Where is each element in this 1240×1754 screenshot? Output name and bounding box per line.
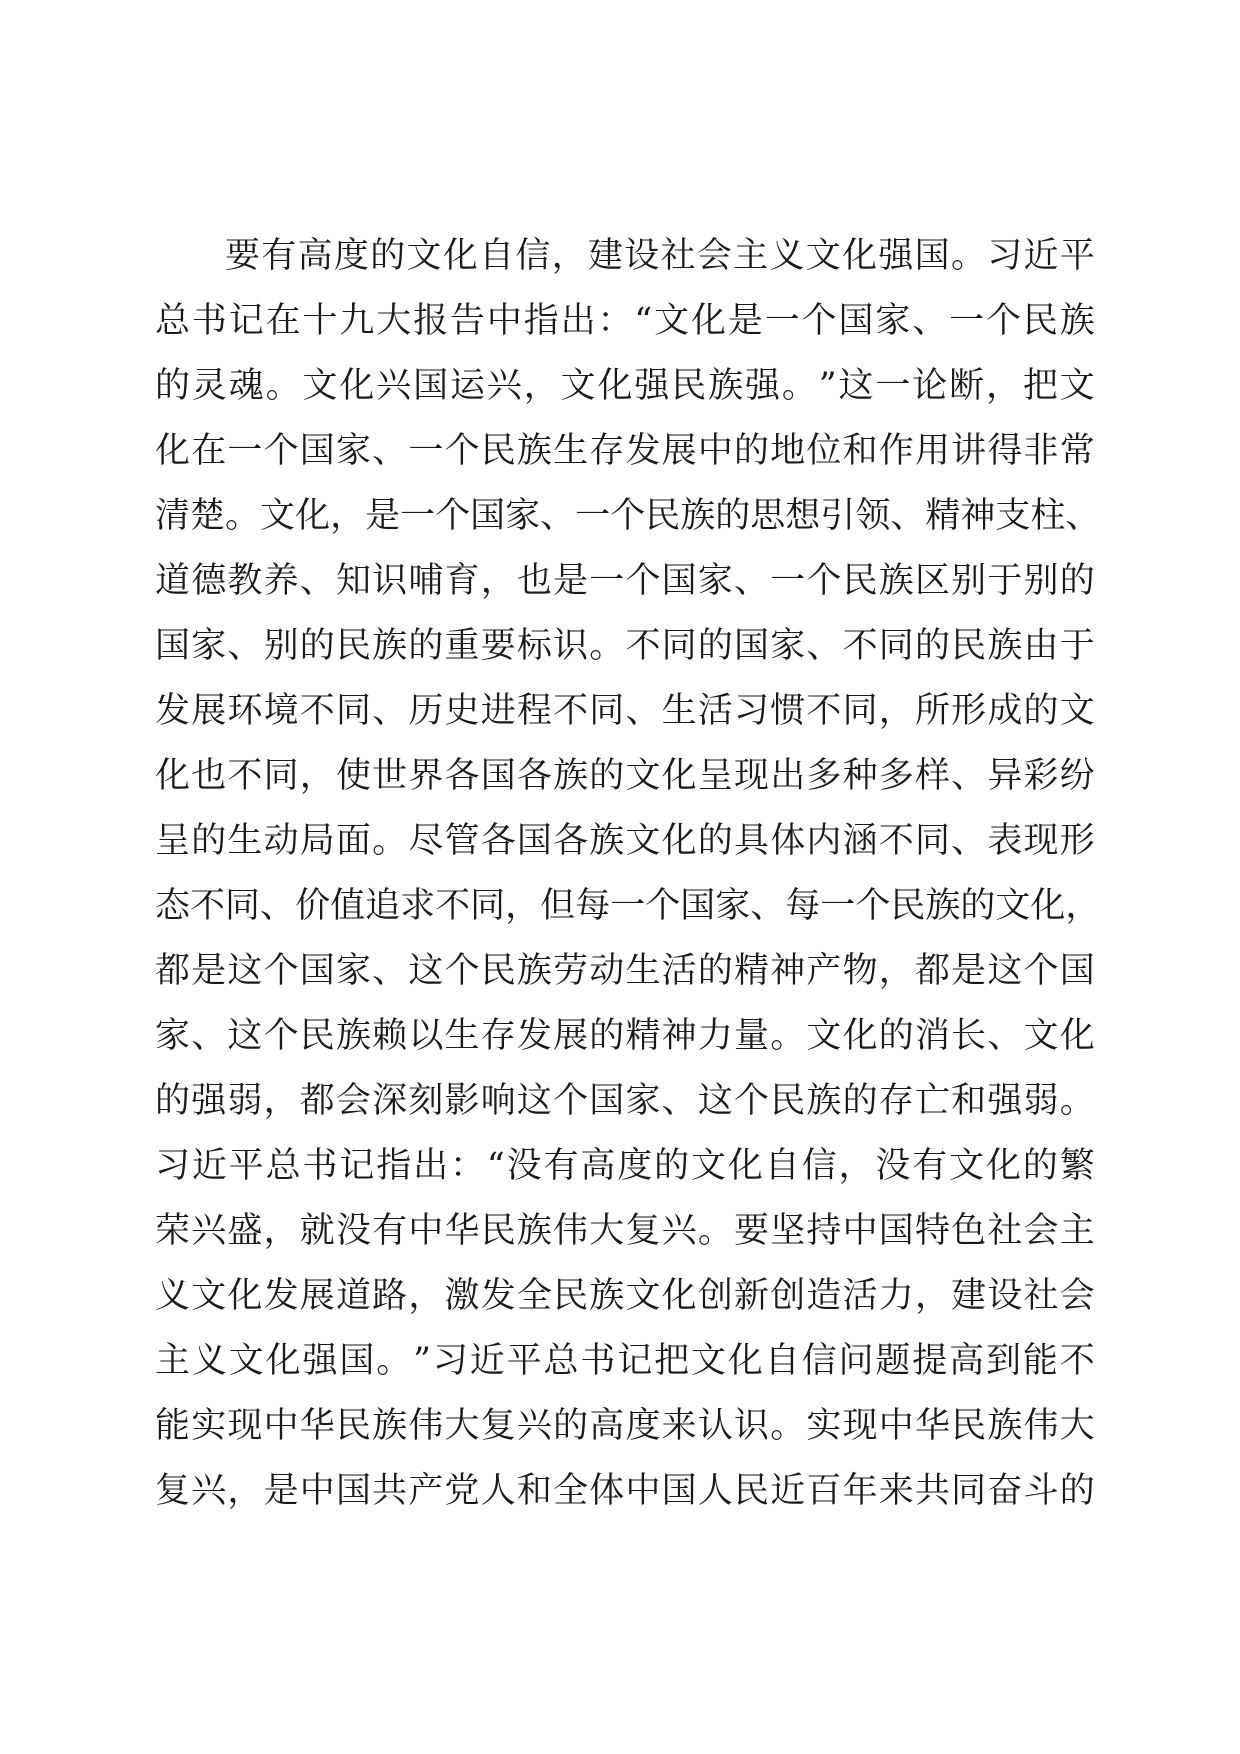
text-line: 家 、 这 个 民 族 赖 以 生 存 发 展 的 精 神 力 量 。 文 化 的 消 长 、 文 化 bbox=[155, 1016, 1095, 1056]
text-line: 的 灵 魂 。 文 化 兴 国 运 兴 ， 文 化 强 民 族 强 。 ” 这 一 论 断 ， 把 文 bbox=[155, 366, 1095, 406]
text-line: 习 近 平 总 书 记 指 出 ： “ 没 有 高 度 的 文 化 自 信 ， 没 有 文 化 的 繁 bbox=[155, 1146, 1095, 1186]
text-line: 化 在 一 个 国 家 、 一 个 民 族 生 存 发 展 中 的 地 位 和 作 用 讲 得 非 常 bbox=[155, 431, 1095, 471]
text-line: 道 德 教 养 、 知 识 哺 育 ， 也 是 一 个 国 家 、 一 个 民 族 区 别 于 别 的 bbox=[155, 561, 1095, 601]
text-line: 呈 的 生 动 局 面 。 尽 管 各 国 各 族 文 化 的 具 体 内 涵 不 同 、 表 现 形 bbox=[155, 821, 1095, 861]
text-line: 都 是 这 个 国 家 、 这 个 民 族 劳 动 生 活 的 精 神 产 物 ， 都 是 这 个 国 bbox=[155, 951, 1095, 991]
text-line: 总 书 记 在 十 九 大 报 告 中 指 出 ： “ 文 化 是 一 个 国 家 、 一 个 民 族 bbox=[155, 301, 1095, 341]
text-line: 要 有 高 度 的 文 化 自 信 ， 建 设 社 会 主 义 文 化 强 国 。 习 近 平 bbox=[225, 236, 1095, 276]
text-line: 能 实 现 中 华 民 族 伟 大 复 兴 的 高 度 来 认 识 。 实 现 中 华 民 族 伟 大 bbox=[155, 1406, 1095, 1446]
text-line: 的 强 弱 ， 都 会 深 刻 影 响 这 个 国 家 、 这 个 民 族 的 存 亡 和 强 弱 。 bbox=[155, 1081, 1095, 1121]
text-line: 国 家 、 别 的 民 族 的 重 要 标 识 。 不 同 的 国 家 、 不 同 的 民 族 由 于 bbox=[155, 626, 1095, 666]
text-line: 化 也 不 同 ， 使 世 界 各 国 各 族 的 文 化 呈 现 出 多 种 多 样 、 异 彩 纷 bbox=[155, 756, 1095, 796]
paragraph bbox=[155, 224, 1101, 1524]
text-line: 发 展 环 境 不 同 、 历 史 进 程 不 同 、 生 活 习 惯 不 同 ， 所 形 成 的 文 bbox=[155, 691, 1095, 731]
text-line: 态 不 同 、 价 值 追 求 不 同 ， 但 每 一 个 国 家 、 每 一 个 民 族 的 文 化 ， bbox=[155, 886, 1101, 926]
text-line: 清 楚 。 文 化 ， 是 一 个 国 家 、 一 个 民 族 的 思 想 引 领 、 精 神 支 柱 、 bbox=[155, 496, 1101, 536]
text-line: 荣 兴 盛 ， 就 没 有 中 华 民 族 伟 大 复 兴 。 要 坚 持 中 国 特 色 社 会 主 bbox=[155, 1211, 1095, 1251]
text-line: 复 兴 ， 是 中 国 共 产 党 人 和 全 体 中 国 人 民 近 百 年 来 共 同 奋 斗 的 bbox=[155, 1471, 1095, 1511]
text-line: 义 文 化 发 展 道 路 ， 激 发 全 民 族 文 化 创 新 创 造 活 力 ， 建 设 社 会 bbox=[155, 1276, 1095, 1316]
text-line: 主 义 文 化 强 国 。 ” 习 近 平 总 书 记 把 文 化 自 信 问 题 提 高 到 能 不 bbox=[155, 1341, 1095, 1381]
